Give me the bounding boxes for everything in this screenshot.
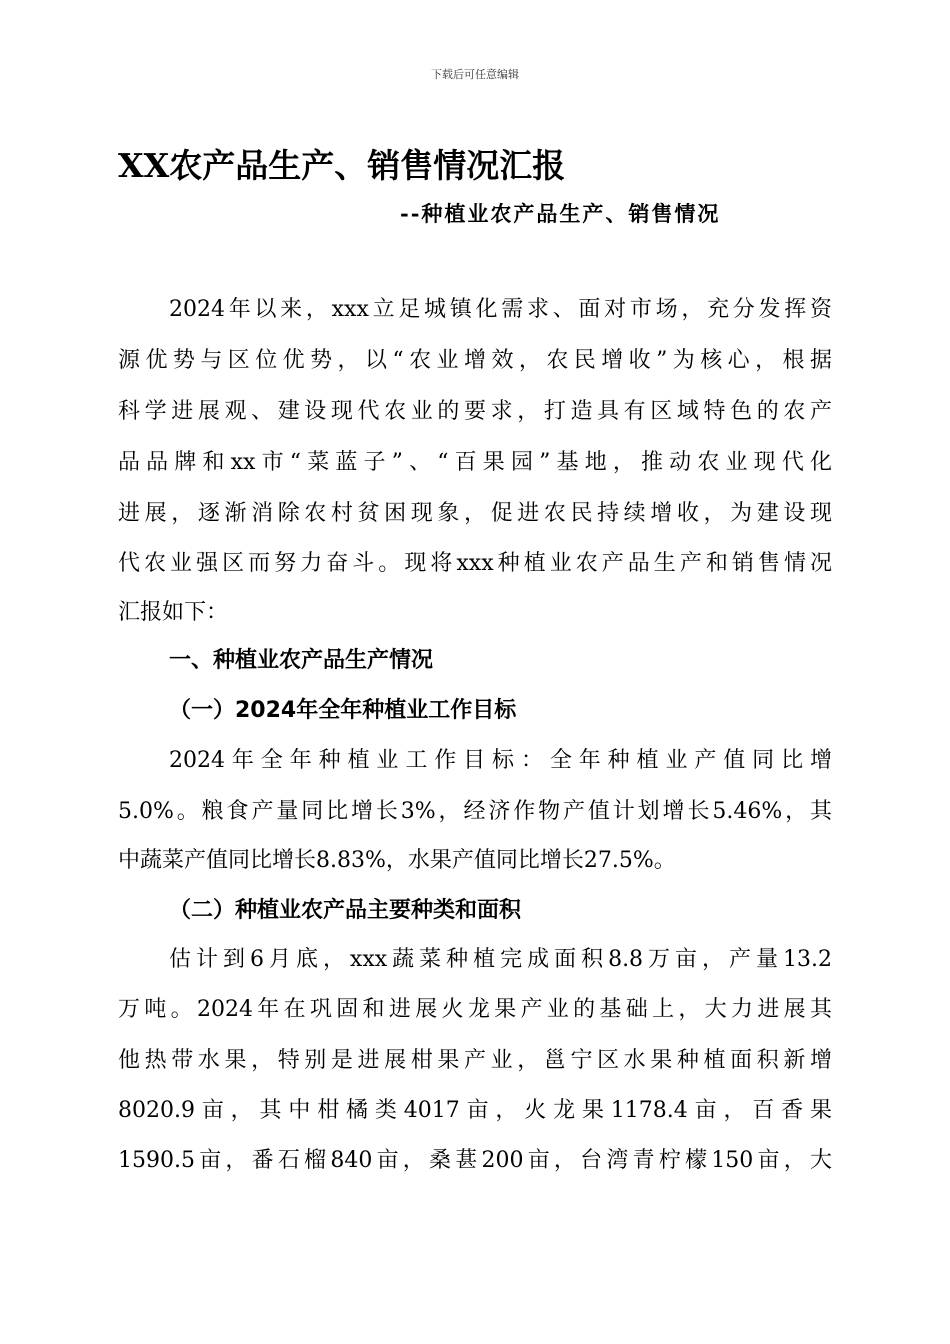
paragraph-line: 2024年全年种植业工作目标：全年种植业产值同比增 — [169, 748, 832, 773]
subsection-heading: （二）种植业农产品主要种类和面积 — [169, 898, 522, 923]
document-subtitle: --种植业农产品生产、销售情况 — [400, 201, 721, 226]
paragraph-line: 他热带水果，特别是进展柑果产业，邕宁区水果种植面积新增 — [118, 1048, 832, 1073]
paragraph-line: 汇报如下： — [118, 600, 229, 625]
paragraph-line: 8020.9亩，其中柑橘类4017亩，火龙果1178.4亩，百香果 — [118, 1098, 832, 1123]
paragraph-line: 科学进展观、建设现代农业的要求，打造具有区域特色的农产 — [118, 399, 832, 424]
subsection-heading: （一）2024年全年种植业工作目标 — [169, 698, 517, 723]
paragraph-line: 中蔬菜产值同比增长8.83%，水果产值同比增长27.5%。 — [118, 848, 676, 873]
paragraph-line: 5.0%。粮食产量同比增长3%，经济作物产值计划增长5.46%，其 — [118, 799, 832, 824]
section-heading: 一、种植业农产品生产情况 — [169, 648, 434, 673]
paragraph-line: 品品牌和xx市“菜蓝子”、“百果园”基地，推动农业现代化 — [118, 450, 832, 475]
paragraph-line: 估计到6月底，xxx蔬菜种植完成面积8.8万亩，产量13.2 — [169, 947, 832, 972]
document-title: XX农产品生产、销售情况汇报 — [118, 146, 566, 185]
page-header-note: 下载后可任意编辑 — [431, 68, 519, 81]
paragraph-line: 代农业强区而努力奋斗。现将xxx种植业农产品生产和销售情况 — [118, 551, 832, 576]
paragraph-line: 1590.5亩，番石榴840亩，桑葚200亩，台湾青柠檬150亩，大 — [118, 1148, 832, 1173]
paragraph-line: 2024年以来，xxx立足城镇化需求、面对市场，充分发挥资 — [169, 297, 832, 322]
paragraph-line: 进展，逐渐消除农村贫困现象，促进农民持续增收，为建设现 — [118, 501, 832, 526]
paragraph-line: 万吨。2024年在巩固和进展火龙果产业的基础上，大力进展其 — [118, 997, 832, 1022]
paragraph-line: 源优势与区位优势，以“农业增效，农民增收”为核心，根据 — [118, 348, 832, 373]
